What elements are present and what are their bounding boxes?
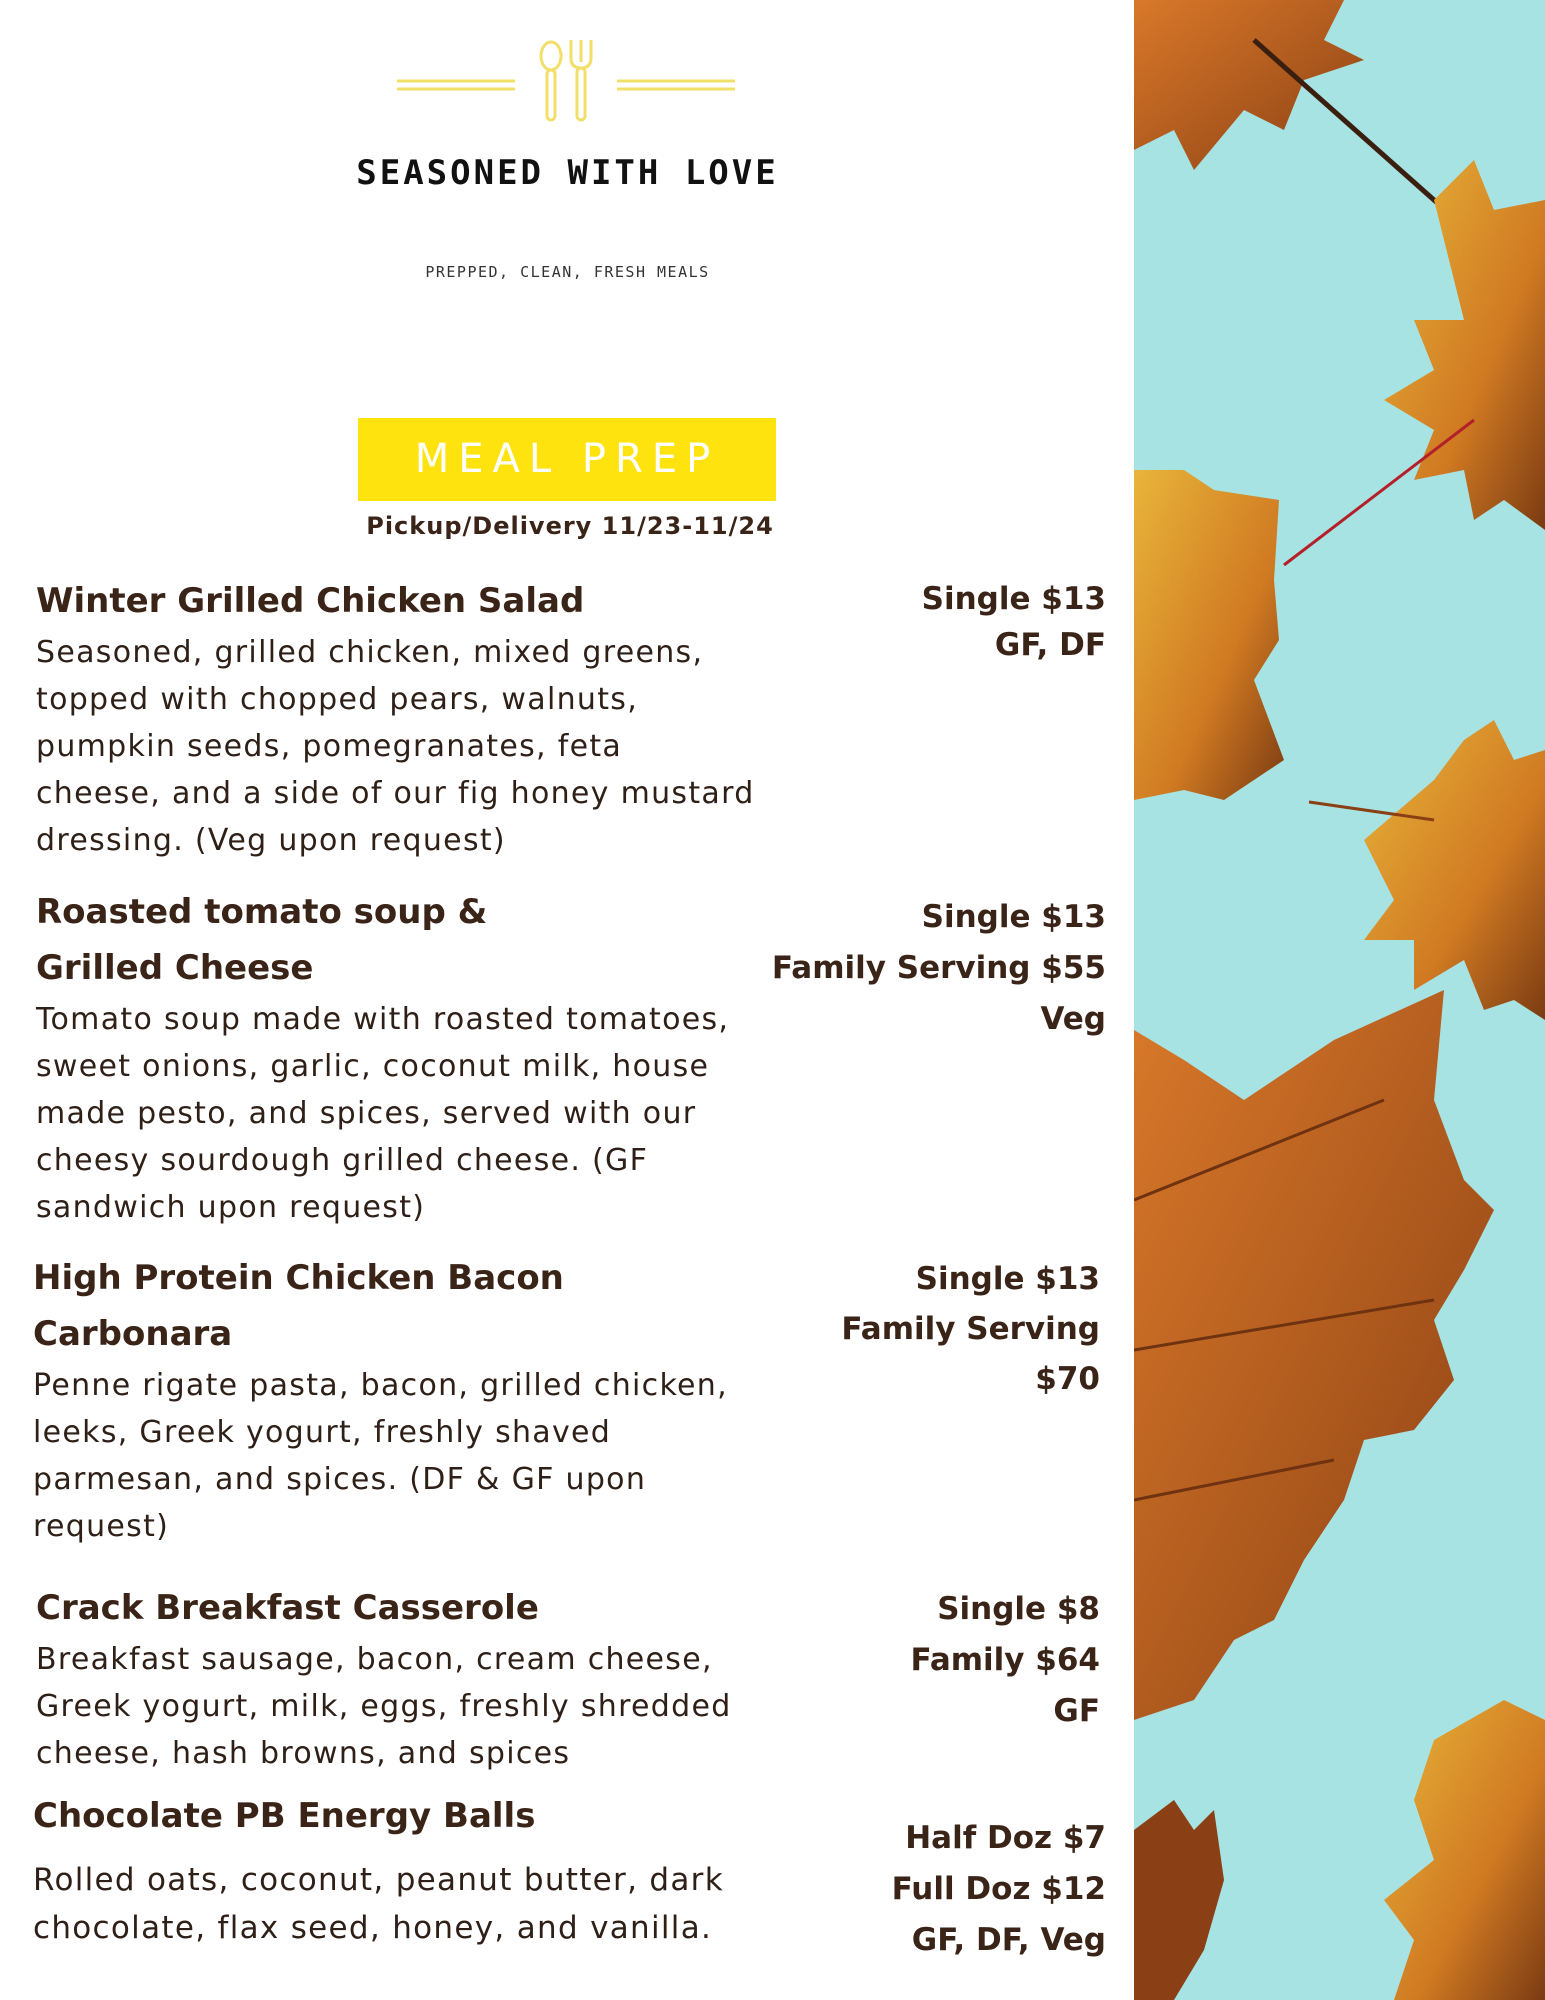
price-line: Full Doz $12	[891, 1871, 1106, 1907]
price-line: GF, DF, Veg	[911, 1922, 1106, 1958]
price-line: Single $13	[921, 581, 1106, 617]
price-line: Single $13	[921, 899, 1106, 935]
item-description-line: made pesto, and spices, served with our	[36, 1096, 697, 1131]
item-price	[706, 576, 1106, 668]
item-description-line: cheese, hash browns, and spices	[36, 1736, 571, 1771]
item-description-line: sweet onions, garlic, coconut milk, house	[36, 1049, 710, 1084]
item-description	[33, 1362, 813, 1550]
item-name	[36, 1580, 816, 1636]
item-name-line: Winter Grilled Chicken Salad	[36, 581, 585, 621]
item-name-line: Roasted tomato soup &	[36, 892, 488, 932]
item-description-line: Greek yogurt, milk, eggs, freshly shredded	[36, 1689, 732, 1724]
price-line: $70	[1035, 1361, 1100, 1397]
leaf-upper-middle	[1134, 470, 1284, 800]
logo-utensils	[395, 36, 735, 126]
item-description	[36, 629, 816, 864]
leaf-large-lower	[1134, 990, 1494, 1720]
item-description-line: Rolled oats, coconut, peanut butter, dark	[33, 1862, 724, 1898]
item-description-line: chocolate, flax seed, honey, and vanilla.	[33, 1910, 713, 1946]
item-name	[36, 884, 816, 996]
item-name-line: Grilled Cheese	[36, 948, 314, 988]
item-description-line: cheesy sourdough grilled cheese. (GF	[36, 1143, 649, 1178]
spoon-icon	[541, 42, 561, 120]
logo-left-lines	[397, 81, 515, 89]
fork-icon	[571, 40, 591, 120]
item-description-line: pumpkin seeds, pomegranates, feta	[36, 729, 623, 764]
price-line: Family Serving	[841, 1311, 1100, 1347]
menu-item	[36, 884, 816, 1231]
leaf-top-right	[1284, 160, 1545, 565]
item-price	[706, 892, 1106, 1045]
item-price	[706, 1813, 1106, 1966]
item-description-line: Penne rigate pasta, bacon, grilled chicken,	[33, 1368, 728, 1403]
item-description	[36, 1636, 816, 1777]
item-description-line: dressing. (Veg upon request)	[36, 823, 506, 858]
item-description-line: Breakfast sausage, bacon, cream cheese,	[36, 1642, 713, 1677]
leaf-top-left	[1134, 0, 1479, 240]
price-line: Half Doz $7	[905, 1820, 1106, 1856]
menu-item	[36, 1580, 816, 1777]
logo-right-lines	[617, 81, 735, 89]
price-line: GF, DF	[994, 627, 1106, 663]
pickup-dates: Pickup/Delivery 11/23-11/24	[366, 512, 774, 540]
price-line: GF	[1053, 1693, 1100, 1729]
item-name-line: Chocolate PB Energy Balls	[33, 1796, 536, 1836]
item-description-line: Tomato soup made with roasted tomatoes,	[36, 1002, 730, 1037]
brand-name: SEASONED WITH LOVE	[356, 153, 779, 193]
item-description-line: parmesan, and spices. (DF & GF upon	[33, 1462, 647, 1497]
brand-tagline: PREPPED, CLEAN, FRESH MEALS	[425, 263, 710, 281]
item-name-line: Carbonara	[33, 1314, 233, 1354]
autumn-leaves-panel	[1134, 0, 1545, 2000]
price-line: Family $64	[910, 1642, 1100, 1678]
item-price	[700, 1254, 1100, 1404]
item-name	[33, 1250, 813, 1362]
autumn-leaves-illustration	[1134, 0, 1545, 2000]
leaf-middle-right	[1309, 720, 1545, 1020]
item-description-line: Seasoned, grilled chicken, mixed greens,	[36, 635, 704, 670]
item-description-line: sandwich upon request)	[36, 1190, 426, 1225]
item-name	[36, 573, 816, 629]
item-description-line: leeks, Greek yogurt, freshly shaved	[33, 1415, 612, 1450]
item-name-line: Crack Breakfast Casserole	[36, 1588, 539, 1628]
item-name-line: High Protein Chicken Bacon	[33, 1258, 564, 1298]
price-line: Veg	[1040, 1001, 1106, 1037]
price-line: Single $8	[937, 1591, 1100, 1627]
item-description	[36, 996, 816, 1231]
item-description-line: topped with chopped pears, walnuts,	[36, 682, 639, 717]
item-price	[700, 1584, 1100, 1737]
price-line: Single $13	[915, 1261, 1100, 1297]
menu-item	[33, 1250, 813, 1550]
leaf-bottom-left	[1134, 1800, 1224, 2000]
item-description-line: cheese, and a side of our fig honey mustard	[36, 776, 755, 811]
leaf-bottom-right	[1384, 1700, 1545, 2000]
item-description-line: request)	[33, 1509, 170, 1544]
meal-prep-badge: MEAL PREP	[358, 418, 776, 501]
menu-item	[36, 573, 816, 864]
price-line: Family Serving $55	[771, 950, 1106, 986]
